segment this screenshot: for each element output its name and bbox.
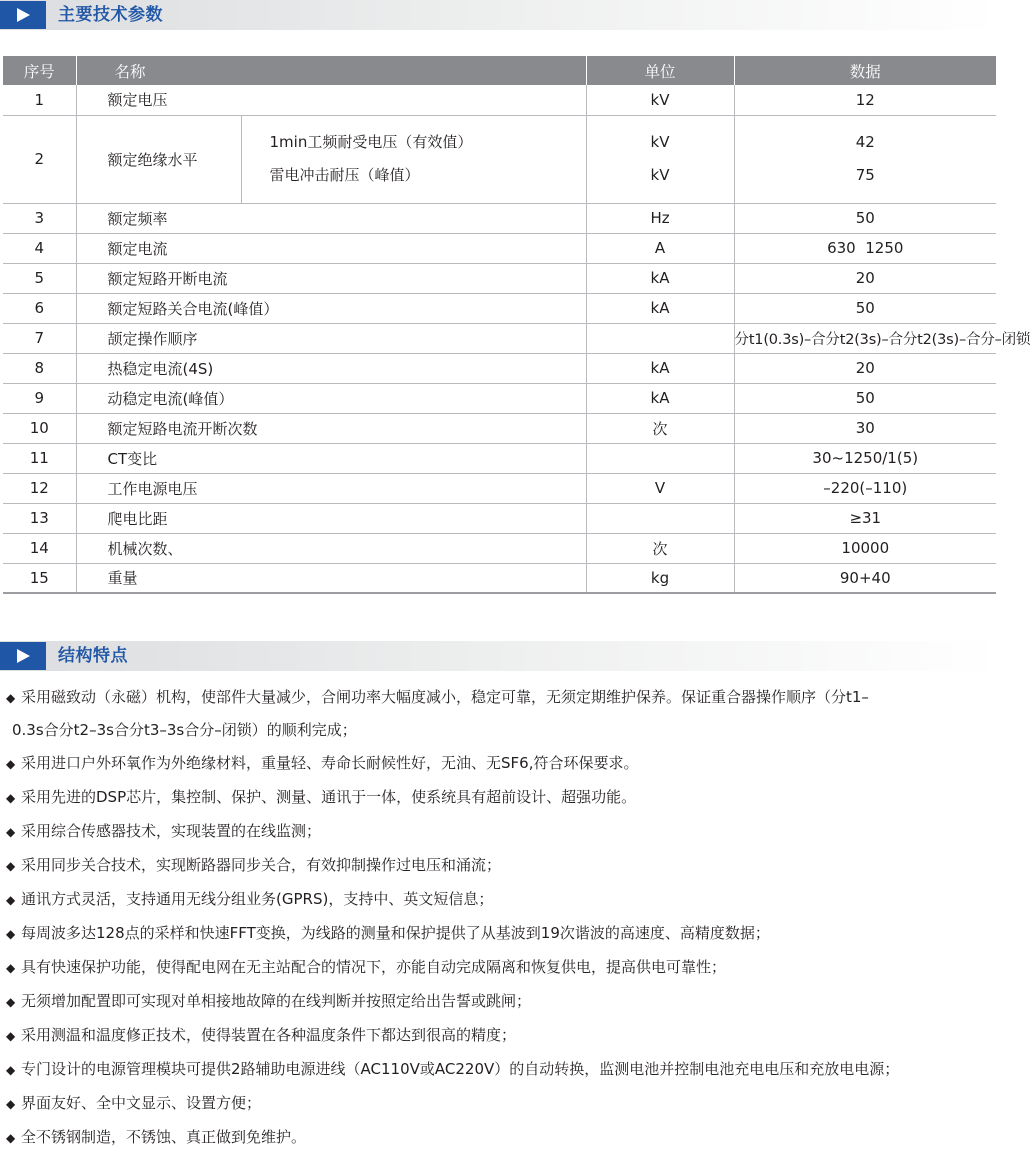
section-marker: [0, 1, 46, 29]
cell-no: 12: [3, 473, 76, 503]
feature-line: 采用同步关合技术，实现断路器同步关合，有效抑制操作过电压和涌流；: [21, 856, 502, 874]
cell-no: 11: [3, 443, 76, 473]
table-row: [3, 203, 996, 233]
feature-item: [6, 781, 998, 815]
cell-value: 12: [734, 85, 996, 115]
feature-item: [6, 1019, 998, 1053]
cell-name: 额定短路开断电流: [76, 263, 586, 293]
table-header-row: [3, 56, 996, 85]
table-row: [3, 263, 996, 293]
diamond-bullet-icon: ◆: [6, 1131, 16, 1145]
sub-name: 1min工频耐受电压（有效值）: [269, 133, 473, 151]
cell-no: 5: [3, 263, 76, 293]
diamond-bullet-icon: ◆: [6, 1063, 16, 1077]
cell-no: 15: [3, 563, 76, 593]
cell-unit: 次: [586, 413, 734, 443]
cell-name: 额定短路关合电流(峰值）: [76, 293, 586, 323]
sub-name: 雷电冲击耐压（峰值）: [269, 166, 420, 184]
feature-line: 采用测温和温度修正技术，使得装置在各种温度条件下都达到很高的精度；: [21, 1026, 517, 1044]
cell-unit: kA: [586, 353, 734, 383]
table-row: [3, 443, 996, 473]
feature-item: [6, 883, 998, 917]
diamond-bullet-icon: ◆: [6, 1029, 16, 1043]
cell-no: 4: [3, 233, 76, 263]
cell-unit: kA: [586, 293, 734, 323]
diamond-bullet-icon: ◆: [6, 893, 16, 907]
diamond-bullet-icon: ◆: [6, 791, 16, 805]
section-marker: [0, 642, 46, 670]
feature-line: 采用综合传感器技术，实现装置的在线监测；: [21, 822, 322, 840]
feature-item: [6, 747, 998, 781]
feature-text: [12, 681, 998, 747]
sub-unit: kV: [650, 166, 670, 184]
table-row: [3, 473, 996, 503]
cell-name: 重量: [76, 563, 586, 593]
cell-name: 工作电源电压: [76, 473, 586, 503]
feature-text: [21, 1053, 998, 1087]
diamond-bullet-icon: ◆: [6, 995, 16, 1009]
cell-unit: kV: [586, 85, 734, 115]
header-no: 序号: [3, 56, 76, 85]
cell-no: 8: [3, 353, 76, 383]
cell-value: ≥31: [734, 503, 996, 533]
section-header-params: [0, 0, 1000, 30]
cell-value: 50: [734, 203, 996, 233]
diamond-bullet-icon: ◆: [6, 859, 16, 873]
cell-name: 额定电压: [76, 85, 586, 115]
feature-text: [21, 815, 998, 849]
feature-line: 采用磁致动（永磁）机构，使部件大量减少，合闸功率大幅度减小，稳定可靠，无须定期维护保养。保证重合器操作顺序（分t1–: [21, 688, 869, 706]
section-header-bar: [0, 641, 1000, 671]
diamond-bullet-icon: ◆: [6, 1097, 16, 1111]
cell-unit: [586, 503, 734, 533]
table-row: [3, 503, 996, 533]
cell-name: 动稳定电流(峰值）: [76, 383, 586, 413]
feature-text: [21, 917, 998, 951]
feature-line: 具有快速保护功能，使得配电网在无主站配合的情况下，亦能自动完成隔离和恢复供电，提高供电可靠性；: [21, 958, 727, 976]
cell-value: 分t1(0.3s)–合分t2(3s)–合分t2(3s)–合分–闭锁: [734, 323, 996, 353]
section-title: 主要技术参数: [58, 5, 163, 25]
feature-item: [6, 849, 998, 883]
cell-value: 10000: [734, 533, 996, 563]
cell-name: 颉定操作顺序: [76, 323, 586, 353]
cell-name: 额定绝缘水平: [76, 115, 241, 203]
diamond-bullet-icon: ◆: [6, 757, 16, 771]
cell-name: 爬电比距: [76, 503, 586, 533]
feature-line: 界面友好、全中文显示、设置方便；: [21, 1094, 262, 1112]
header-unit: 单位: [586, 56, 734, 85]
cell-value: 90+40: [734, 563, 996, 593]
feature-line: 采用进口户外环氧作为外绝缘材料，重量轻、寿命长耐候性好，无油、无SF6,符合环保要求。: [21, 754, 639, 772]
play-arrow-icon: [17, 649, 30, 663]
feature-text: [21, 747, 998, 781]
cell-no: 2: [3, 115, 76, 203]
sub-value: 42: [855, 133, 875, 151]
cell-unit: 次: [586, 533, 734, 563]
table-row: [3, 563, 996, 593]
cell-value: 50: [734, 383, 996, 413]
cell-no: 10: [3, 413, 76, 443]
feature-item: [6, 985, 998, 1019]
cell-unit: V: [586, 473, 734, 503]
cell-name: 额定电流: [76, 233, 586, 263]
feature-text: [21, 985, 998, 1019]
table-row: [3, 413, 996, 443]
cell-value: 20: [734, 263, 996, 293]
sub-unit: kV: [650, 133, 670, 151]
cell-no: 9: [3, 383, 76, 413]
feature-item: [6, 815, 998, 849]
cell-unit: kA: [586, 383, 734, 413]
cell-unit: Hz: [586, 203, 734, 233]
play-arrow-icon: [17, 8, 30, 22]
feature-item: [6, 1121, 998, 1155]
header-name: 名称: [76, 56, 586, 85]
feature-line: 通讯方式灵活，支持通用无线分组业务(GPRS)，支持中、英文短信息；: [21, 890, 494, 908]
feature-line: 全不锈钢制造，不锈蚀、真正做到免维护。: [21, 1128, 307, 1146]
feature-text: [21, 1121, 998, 1155]
cell-unit: [586, 323, 734, 353]
feature-line: 无须增加配置即可实现对单相接地故障的在线判断并按照定给出告誓或跳闸；: [21, 992, 532, 1010]
feature-item: [6, 681, 998, 747]
table-row: [3, 115, 996, 203]
feature-item: [6, 1087, 998, 1121]
cell-value: 630 1250: [734, 233, 996, 263]
table-row: [3, 233, 996, 263]
features-list: [6, 681, 998, 1155]
sub-value: 75: [855, 166, 875, 184]
cell-name: CT变比: [76, 443, 586, 473]
cell-value: 30~1250/1(5): [734, 443, 996, 473]
feature-text: [21, 781, 998, 815]
cell-no: 7: [3, 323, 76, 353]
diamond-bullet-icon: ◆: [6, 691, 16, 705]
feature-line: 采用先进的DSP芯片，集控制、保护、测量、通讯于一体，使系统具有超前设计、超强功能。: [21, 788, 637, 806]
cell-unit: kA: [586, 263, 734, 293]
cell-value: –220(–110): [734, 473, 996, 503]
table-row: [3, 323, 996, 353]
cell-name: 热稳定电流(4S): [76, 353, 586, 383]
table-row: [3, 85, 996, 115]
cell-units: [586, 115, 734, 203]
feature-text: [21, 951, 998, 985]
feature-text: [21, 1087, 998, 1121]
feature-text: [21, 883, 998, 917]
cell-name: 额定短路电流开断次数: [76, 413, 586, 443]
cell-no: 6: [3, 293, 76, 323]
section-header-features: [0, 641, 1000, 671]
diamond-bullet-icon: ◆: [6, 927, 16, 941]
cell-no: 1: [3, 85, 76, 115]
feature-item: [6, 917, 998, 951]
feature-text: [21, 849, 998, 883]
feature-line: 每周波多达128点的采样和快速FFT变换，为线路的测量和保护提供了从基波到19次谐波的高速度、高精度数据；: [21, 924, 770, 942]
cell-no: 14: [3, 533, 76, 563]
table-row: [3, 383, 996, 413]
feature-text: [21, 1019, 998, 1053]
header-data: 数据: [734, 56, 996, 85]
cell-no: 3: [3, 203, 76, 233]
cell-value: 30: [734, 413, 996, 443]
diamond-bullet-icon: ◆: [6, 961, 16, 975]
section-title: 结构特点: [58, 646, 128, 666]
cell-name: 机械次数、: [76, 533, 586, 563]
cell-subnames: [241, 115, 586, 203]
feature-line: 0.3s合分t2–3s合分t3–3s合分–闭锁）的顺利完成；: [12, 721, 357, 739]
diamond-bullet-icon: ◆: [6, 825, 16, 839]
cell-unit: kg: [586, 563, 734, 593]
cell-no: 13: [3, 503, 76, 533]
table-row: [3, 353, 996, 383]
feature-item: [6, 951, 998, 985]
cell-value: 20: [734, 353, 996, 383]
params-table: [3, 56, 1030, 594]
table-row: [3, 293, 996, 323]
cell-unit: A: [586, 233, 734, 263]
table-row: [3, 533, 996, 563]
feature-item: [6, 1053, 998, 1087]
cell-value: 50: [734, 293, 996, 323]
feature-line: 专门设计的电源管理模块可提供2路辅助电源进线（AC110V或AC220V）的自动转换，监测电池并控制电池充电电压和充放电电源；: [21, 1060, 900, 1078]
cell-values: [734, 115, 996, 203]
cell-name: 额定频率: [76, 203, 586, 233]
cell-unit: [586, 443, 734, 473]
